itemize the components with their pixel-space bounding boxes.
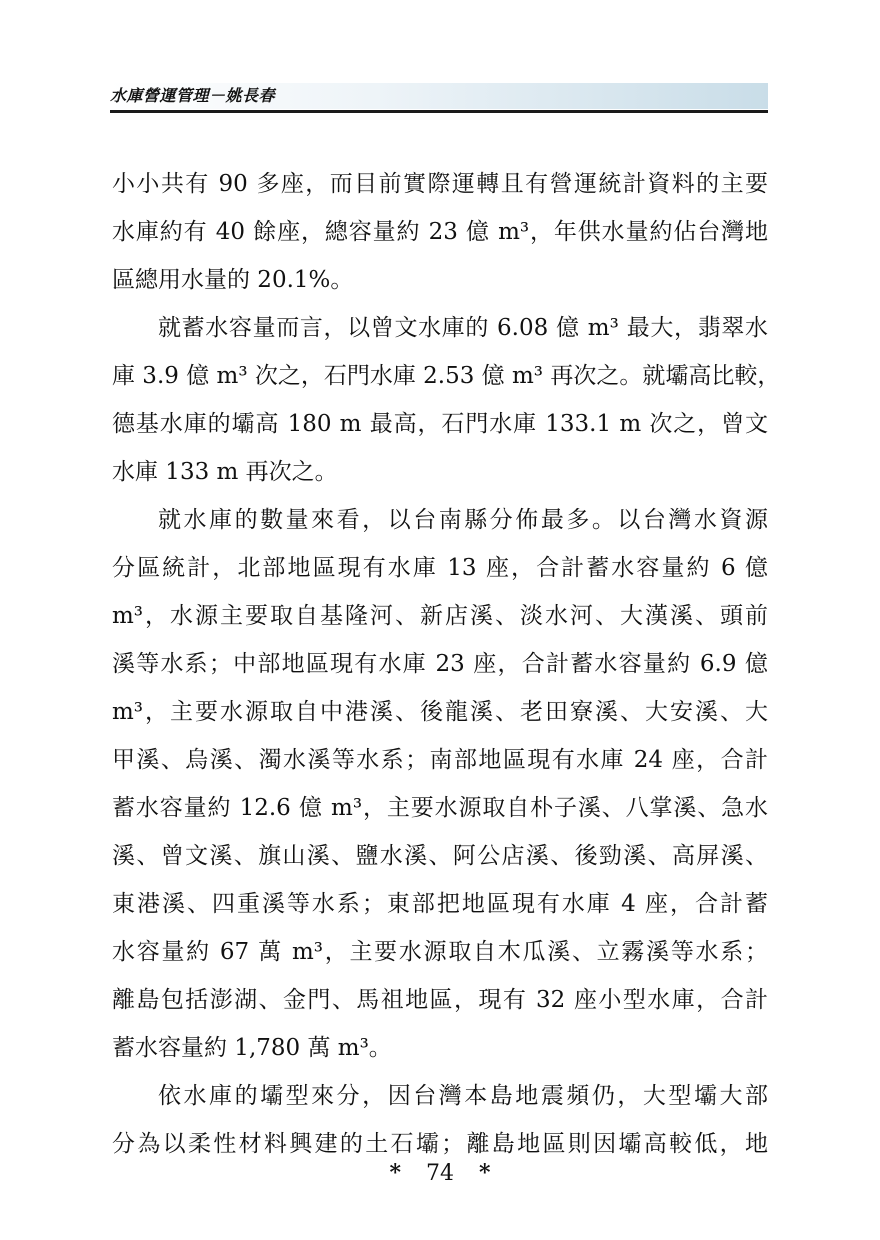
text-line: 蓄水容量約 12.6 億 m³，主要水源取自朴子溪、八掌溪、急水 <box>112 795 768 821</box>
paragraph-4 <box>112 1072 768 1168</box>
footer-ornament-right: * <box>479 1160 491 1186</box>
text-line: 依水庫的壩型來分，因台灣本島地震頻仍，大型壩大部 <box>158 1083 768 1109</box>
paragraph-2 <box>112 304 781 496</box>
paragraph-3 <box>112 496 768 1072</box>
text-line: 區總用水量的 20.1%。 <box>112 267 354 293</box>
footer-ornament-left: * <box>389 1160 401 1186</box>
text-line: 就蓄水容量而言，以曾文水庫的 6.08 億 m³ 最大，翡翠水 <box>158 315 768 341</box>
text-line: 水庫 133 m 再次之。 <box>112 459 338 485</box>
text-line: 德基水庫的壩高 180 m 最高，石門水庫 133.1 m 次之，曾文 <box>112 411 768 437</box>
paragraph-1 <box>112 160 768 304</box>
text-line: 就水庫的數量來看，以台南縣分佈最多。以台灣水資源 <box>158 507 768 533</box>
text-line: 分區統計，北部地區現有水庫 13 座，合計蓄水容量約 6 億 <box>112 555 768 581</box>
text-line: 離島包括澎湖、金門、馬祖地區，現有 32 座小型水庫，合計 <box>112 987 768 1013</box>
text-line: 水庫約有 40 餘座，總容量約 23 億 m³，年供水量約佔台灣地 <box>112 219 768 245</box>
text-line: 蓄水容量約 1,780 萬 m³。 <box>112 1035 392 1061</box>
page-footer <box>0 1158 880 1189</box>
page-number: 74 <box>426 1161 454 1186</box>
text-line: m³，主要水源取自中港溪、後龍溪、老田寮溪、大安溪、大 <box>112 699 768 725</box>
header-divider <box>110 110 768 113</box>
body-text <box>112 160 781 1168</box>
text-line: 小小共有 90 多座，而目前實際運轉且有營運統計資料的主要 <box>112 171 768 197</box>
text-line: 分為以柔性材料興建的土石壩；離島地區則因壩高較低，地 <box>112 1131 768 1157</box>
running-header-title: 水庫營運管理－姚長春 <box>110 86 276 105</box>
text-line: 庫 3.9 億 m³ 次之，石門水庫 2.53 億 m³ 再次之。就壩高比較， <box>112 363 781 389</box>
text-line: 水容量約 67 萬 m³，主要水源取自木瓜溪、立霧溪等水系； <box>112 939 768 965</box>
text-line: m³，水源主要取自基隆河、新店溪、淡水河、大漢溪、頭前 <box>112 603 768 629</box>
running-header <box>110 83 768 109</box>
text-line: 溪等水系；中部地區現有水庫 23 座，合計蓄水容量約 6.9 億 <box>112 651 768 677</box>
text-line: 甲溪、烏溪、濁水溪等水系；南部地區現有水庫 24 座，合計 <box>112 747 768 773</box>
text-line: 東港溪、四重溪等水系；東部把地區現有水庫 4 座，合計蓄 <box>112 891 768 917</box>
text-line: 溪、曾文溪、旗山溪、鹽水溪、阿公店溪、後勁溪、高屏溪、 <box>112 843 768 869</box>
